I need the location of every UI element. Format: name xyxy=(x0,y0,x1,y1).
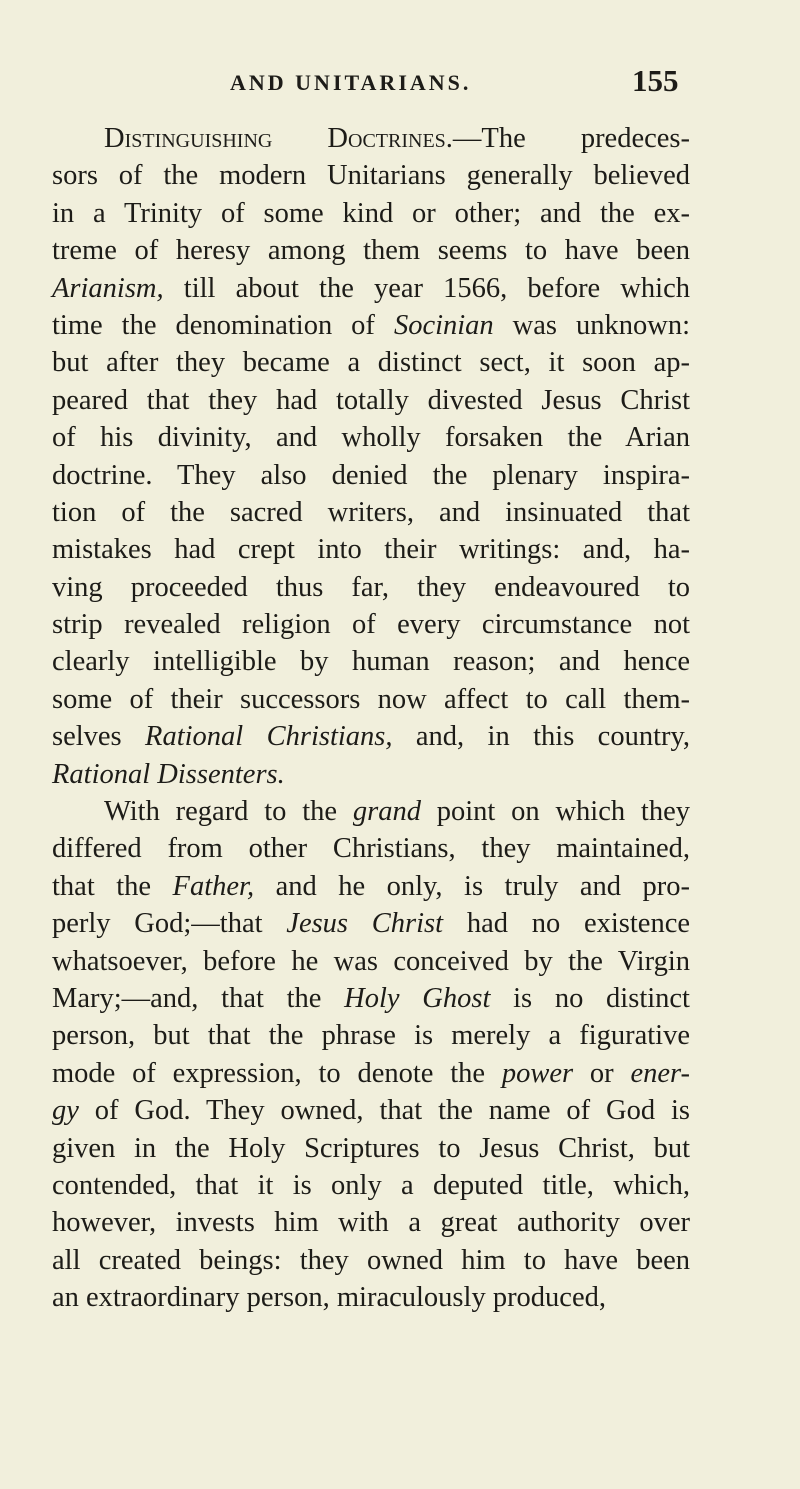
text-line: Mary;—and, that the Holy Ghost is no distinct xyxy=(52,982,690,1014)
italic-term: Father, xyxy=(172,870,255,902)
text-line: Distinguishing Doctrines.—The predeces- xyxy=(104,123,690,154)
text-line: treme of heresy among them seems to have been xyxy=(52,235,690,267)
text-line: person, but that the phrase is merely a figurative xyxy=(52,1020,690,1052)
text-line: contended, that it is only a deputed title, which, xyxy=(52,1169,690,1201)
text-line: gy of God. They owned, that the name of God is xyxy=(52,1095,690,1127)
text-line: an extraordinary person, miraculously produced, xyxy=(52,1282,606,1314)
text-line: perly God;—that Jesus Christ had no existence xyxy=(52,908,690,940)
italic-term: power xyxy=(501,1057,574,1089)
section-heading: Distinguishing Doctrines. xyxy=(104,123,453,154)
text-line: doctrine. They also denied the plenary inspira- xyxy=(52,459,690,491)
text-line: ving proceeded thus far, they endeavoured to xyxy=(52,571,690,603)
paragraph-distinguishing-doctrines xyxy=(52,120,690,793)
italic-term: grand xyxy=(352,796,421,828)
italic-term: Jesus Christ xyxy=(286,908,444,940)
paragraph-grand-point xyxy=(52,793,690,1316)
text-line: however, invests him with a great authority over xyxy=(52,1207,690,1239)
text-line: but after they became a distinct sect, it soon ap- xyxy=(52,347,690,379)
italic-term: Arianism, xyxy=(52,272,164,304)
italic-term: gy xyxy=(52,1095,79,1127)
text-line: whatsoever, before he was conceived by the Virgin xyxy=(52,945,690,977)
text-line: peared that they had totally divested Jesus Christ xyxy=(52,384,690,416)
italic-term: Rational Dissenters. xyxy=(52,758,285,790)
page-number: 155 xyxy=(632,63,679,98)
text-line: mode of expression, to denote the power or ener- xyxy=(52,1057,690,1089)
italic-term: ener- xyxy=(630,1057,690,1089)
body-text xyxy=(52,120,690,1317)
italic-term: Rational Christians, xyxy=(145,721,393,753)
text-line: strip revealed religion of every circumstance not xyxy=(52,609,690,641)
text-line: tion of the sacred writers, and insinuated that xyxy=(52,496,690,528)
text-line: that the Father, and he only, is truly and pro- xyxy=(52,870,690,902)
text-line: Arianism, till about the year 1566, before which xyxy=(52,272,690,304)
text-line: some of their successors now affect to call them- xyxy=(52,683,690,715)
text-line: mistakes had crept into their writings: and, ha- xyxy=(52,534,690,566)
text-line: With regard to the grand point on which they xyxy=(104,796,690,828)
text-line: all created beings: they owned him to have been xyxy=(52,1244,690,1276)
text-line: in a Trinity of some kind or other; and the ex- xyxy=(52,197,690,229)
italic-term: Holy Ghost xyxy=(344,982,491,1014)
text-line: of his divinity, and wholly forsaken the Arian xyxy=(52,422,690,454)
text-line: time the denomination of Socinian was unknown: xyxy=(52,309,691,341)
text-line: sors of the modern Unitarians generally believed xyxy=(52,160,690,192)
text-line: selves Rational Christians, and, in this country, xyxy=(52,721,691,753)
text-line: clearly intelligible by human reason; and hence xyxy=(52,646,690,678)
text-line xyxy=(52,756,690,793)
running-head: AND UNITARIANS. xyxy=(230,70,472,95)
italic-term: Socinian xyxy=(393,309,494,341)
text-line: differed from other Christians, they maintained, xyxy=(52,833,690,865)
text-line: given in the Holy Scriptures to Jesus Christ, but xyxy=(52,1132,690,1164)
